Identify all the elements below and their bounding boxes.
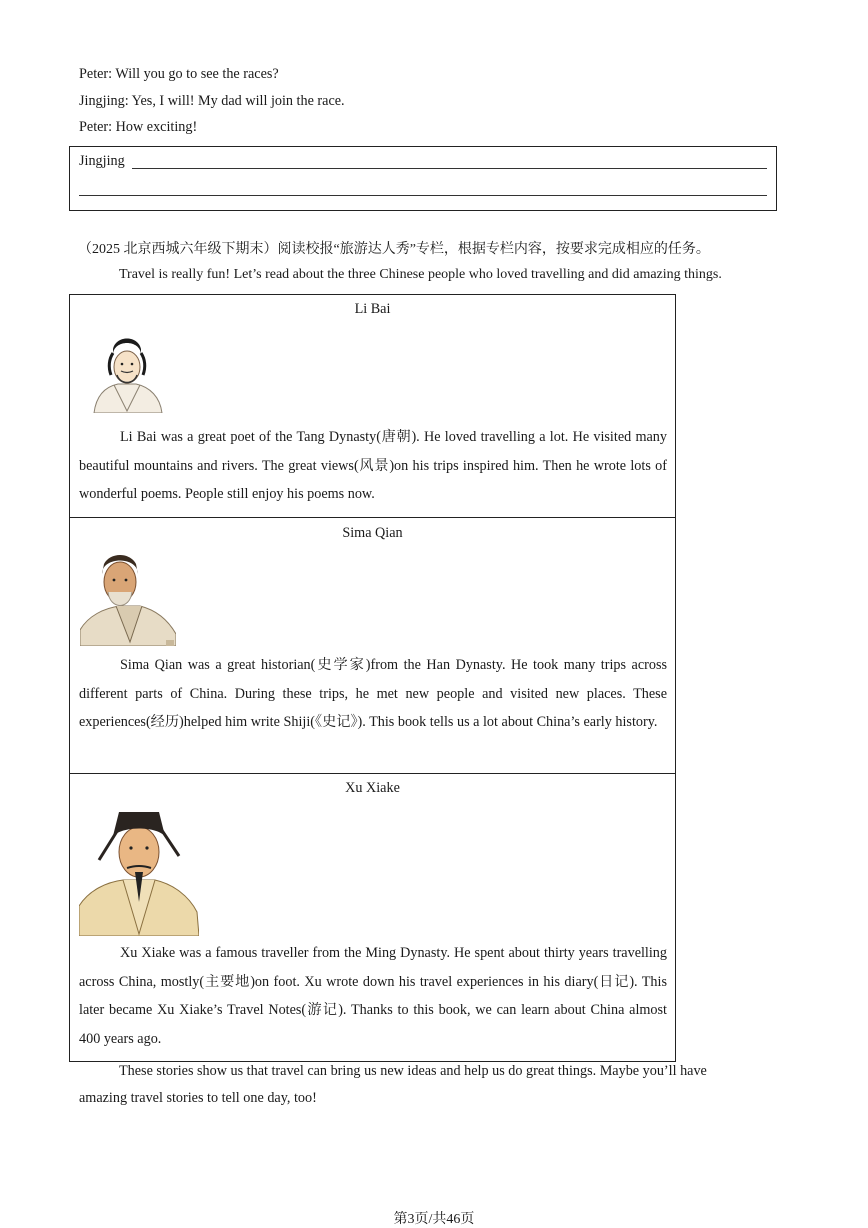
answer-box[interactable] — [69, 146, 777, 211]
section-header: （2025 北京西城六年级下期末）阅读校报“旅游达人秀”专栏，根据专栏内容，按要求完成相应的任务。 — [78, 242, 710, 257]
card-text: Sima Qian was a great historian(史学家)from the Han Dynasty. He took many trips across different parts of China. During these trips, he met new people and visited new places. These experiences(经历)helped him write Shiji(《史记》). This book tells us a lot about China’s early history. — [79, 657, 667, 731]
closing-line-2: amazing travel stories to tell one day, too! — [79, 1090, 317, 1106]
sima-qian-portrait — [80, 550, 176, 646]
card-title: Li Bai — [354, 301, 391, 317]
closing-line-1: These stories show us that travel can bring us new ideas and help us do great things. Maybe you’ll have — [119, 1063, 707, 1079]
card-text: Xu Xiake was a famous traveller from the Ming Dynasty. He spent about thirty years travelling across China, mostly(主要地)on foot. Xu wrote down his travel experiences in his diary(日记). This later became Xu Xiake’s Travel Notes(游记). Thanks to this book, we can learn about China almost 400 years ago. — [79, 945, 667, 1047]
xu-xiake-portrait — [79, 806, 199, 936]
answer-label: Jingjing — [79, 153, 125, 169]
card-title: Sima Qian — [342, 525, 403, 541]
card-title: Xu Xiake — [345, 780, 400, 796]
card-sima-qian — [69, 517, 676, 774]
intro-text: Travel is really fun! Let’s read about the three Chinese people who loved travelling and did amazing things. — [119, 267, 722, 282]
card-text: Li Bai was a great poet of the Tang Dynasty(唐朝). He loved travelling a lot. He visited many beautiful mountains and rivers. The great views(风景)on his trips inspired him. Then he wrote lots of wonderful poems. People still enjoy his poems now. — [79, 429, 667, 503]
dialogue-line-jingjing: Jingjing: Yes, I will! My dad will join the race. — [79, 93, 345, 109]
li-bai-portrait — [88, 331, 166, 413]
answer-line-2[interactable] — [79, 195, 767, 196]
card-xu-xiake — [69, 773, 676, 1062]
dialogue-line-peter-2: Peter: How exciting! — [79, 119, 198, 135]
dialogue-line-peter-1: Peter: Will you go to see the races? — [79, 66, 279, 82]
page-number: 第3页/共46页 — [393, 1212, 475, 1227]
answer-line-1[interactable] — [132, 168, 767, 169]
card-li-bai — [69, 294, 676, 518]
